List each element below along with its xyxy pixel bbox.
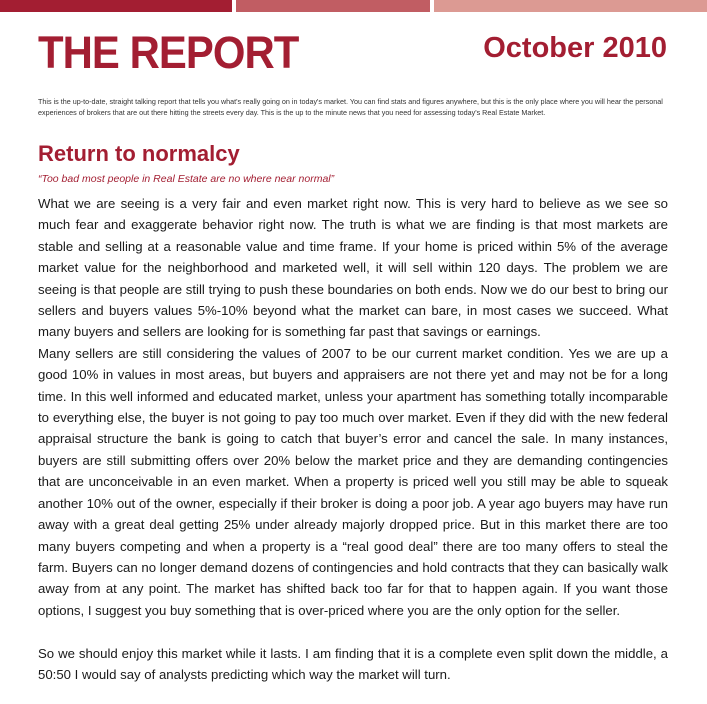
article-subtitle: “Too bad most people in Real Estate are no where near normal” xyxy=(38,173,335,185)
color-bar-segment-light xyxy=(434,0,707,12)
report-title: THE REPORT xyxy=(38,27,299,78)
article-paragraph-3: So we should enjoy this market while it lasts. I am finding that it is a complete even split down the middle, a 50:50 I would say of analysts predicting which way the market will turn. xyxy=(38,645,668,682)
header-color-bar xyxy=(0,0,707,12)
color-bar-segment-mid xyxy=(236,0,430,12)
report-tagline: This is the up-to-date, straight talking report that tells you what's really going on in today's market. You can find stats and figures anywhere, but this is the only place where you will hear the personal experiences of brokers that are out there hitting the streets every day. This is the up to the minute news that you need for assessing today's Real Estate Market. xyxy=(38,97,663,117)
article-paragraph-1: What we are seeing is a very fair and even market right now. This is very hard to believe as we see so much fear and exaggerate behavior right now. The truth is what we are finding is that most markets are stable and selling at a reasonable value and time frame. If your home is priced within 5% of the average market value for the neighborhood and marketed well, it will sell within 120 days. The problem we are seeing is that people are still trying to push these boundaries on both ends. Now we do our best to bring our sellers and buyers values 5%-10% beyond what the market can bare, in most cases we succeed. What many buyers and sellers are looking for is something far past that savings or earnings. xyxy=(38,196,668,340)
article-paragraph-2: Many sellers are still considering the values of 2007 to be our current market condition. Yes we are up a good 10% in values in most areas, but buyers and appraisers are not there yet and may not be for a long time. In this well informed and educated market, unless your apartment has something totally incomparable to everything else, the buyer is not going to pay too much over market. Even if they did with the new federal appraisal structure the bank is going to catch that buyer’s error and cancel the sale. In many instances, buyers are still submitting offers over 20% below the market price and they are demanding contingencies that are unconceivable in an even market. When a property is priced well you still may be able to squeak another 10% out of the owner, especially if their broker is doing a poor job. A year ago buyers may have run away with a great deal getting 25% under already majorly dropped price. But in this market there are too many buyers competing and when a property is a “real good deal” there are too many offers to steal the farm. Buyers can no longer demand dozens of contingencies and hold contracts that they can basically walk away from at any point. The market has shifted back too far for that to happen again. If you want those options, I suggest you buy something that is over-priced where you are the only option for the seller. xyxy=(38,345,668,618)
article-body xyxy=(38,193,668,685)
color-bar-segment-dark xyxy=(0,0,232,12)
report-date: October 2010 xyxy=(483,32,667,64)
article-title: Return to normalcy xyxy=(38,141,240,166)
